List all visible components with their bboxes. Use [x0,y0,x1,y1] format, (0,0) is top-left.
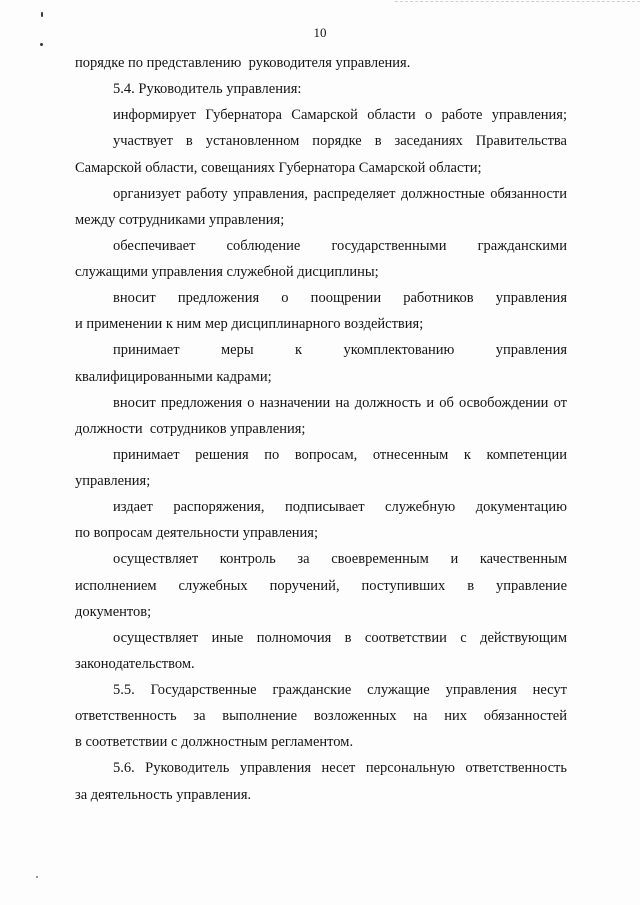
text-line: осуществляет контроль за своевременным и качественным [113,551,567,568]
text-line: квалифицированными кадрами; [75,368,272,385]
text-line: исполнением служебных поручений, поступивших в управление [75,577,567,594]
scan-speck [40,43,43,46]
paragraph [75,337,567,389]
paragraph [75,494,567,546]
text-line: 5.5. Государственные гражданские служащие управления несут [113,682,567,698]
text-line: документов; [75,603,152,620]
page-number: 10 [313,25,327,40]
paragraph [75,128,567,180]
paragraph [75,76,567,102]
paragraph [75,546,567,624]
paragraph [75,625,567,677]
text-line: вносит предложения о поощрении работников управления [113,290,567,307]
paragraph [75,390,567,442]
paragraph [75,285,567,337]
paragraph [75,233,567,285]
text-line: Самарской области, совещаниях Губернатора Самарской области; [75,159,482,176]
text-line: информирует Губернатора Самарской области о работе управления; [113,107,567,124]
paragraph [75,677,567,755]
section-heading: 5.4. Руководитель управления: [113,81,302,98]
paragraph [75,50,567,76]
text-line: должности сотрудников управления; [75,420,306,437]
text-line: порядке по представлению руководителя управления. [75,55,411,71]
scan-speck [36,876,38,878]
text-line: между сотрудниками управления; [75,211,285,228]
text-line: в соответствии с должностным регламентом. [75,734,354,751]
text-line: осуществляет иные полномочия в соответствии с действующим [113,629,567,646]
text-line: обеспечивает соблюдение государственными гражданскими [113,237,567,254]
text-line: участвует в установленном порядке в заседаниях Правительства [113,133,567,150]
paragraph [75,755,567,807]
document-body [75,50,567,808]
paragraph [75,181,567,233]
scan-edge-line [395,1,640,2]
text-line: по вопросам деятельности управления; [75,525,318,542]
paragraph [75,102,567,128]
text-line: 5.6. Руководитель управления несет персональную ответственность [113,760,567,777]
text-line: за деятельность управления. [75,786,252,803]
text-line: организует работу управления, распределяет должностные обязанности [113,185,567,202]
text-line: и применении к ним мер дисциплинарного воздействия; [75,316,424,333]
text-line: управления; [75,473,151,489]
text-line: служащими управления служебной дисциплины; [75,264,379,280]
text-line: законодательством. [75,655,195,672]
text-line: принимает меры к укомплектованию управления [113,342,567,359]
text-line: вносит предложения о назначении на должность и об освобождении от [113,394,567,411]
text-line: принимает решения по вопросам, отнесенным к компетенции [113,446,567,463]
scan-speck [41,12,43,17]
paragraph [75,442,567,494]
text-line: ответственность за выполнение возложенных на них обязанностей [75,708,567,725]
text-line: издает распоряжения, подписывает служебную документацию [113,499,567,516]
